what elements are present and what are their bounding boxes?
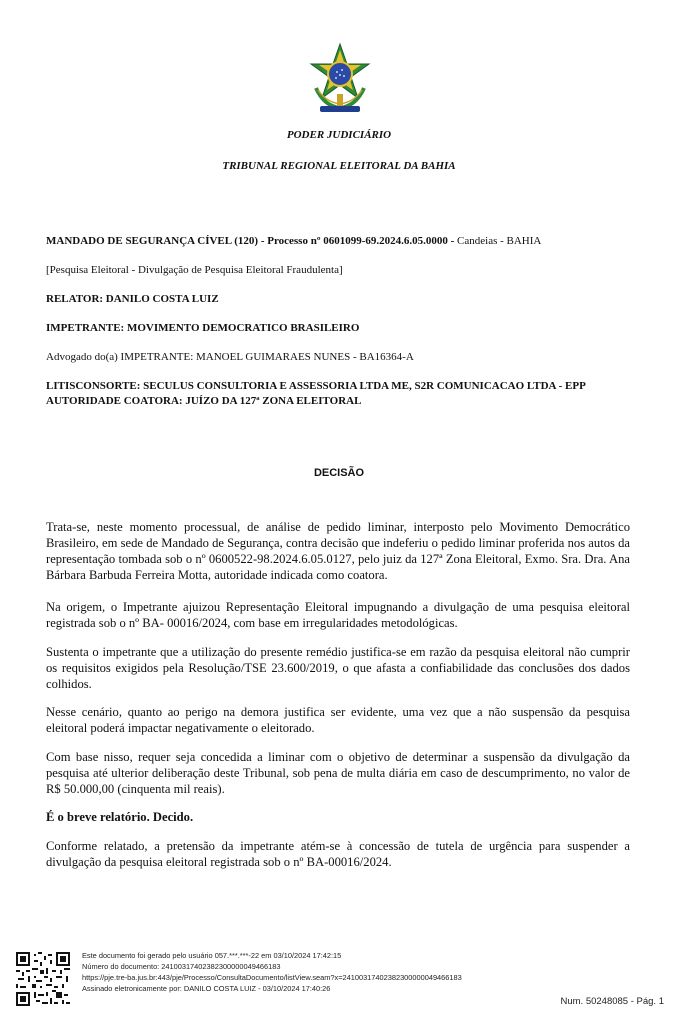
footer-doc-number: Número do documento: 24100317402382300000049466183 bbox=[82, 962, 281, 971]
footer-url[interactable]: https://pje.tre-ba.jus.br:443/pje/Processo/ConsultaDocumento/listView.seam?x=24100317402382300000049466183 bbox=[82, 973, 462, 982]
paragraph-6: É o breve relatório. Decido. bbox=[46, 810, 194, 824]
brazil-coat-of-arms-emblem bbox=[304, 42, 376, 118]
joinder-party: LITISCONSORTE: SECULUS CONSULTORIA E ASSESSORIA LTDA ME, S2R COMUNICACAO LTDA - EPP bbox=[46, 380, 586, 392]
footer-signed: Assinado eletronicamente por: DANILO COSTA LUIZ - 03/10/2024 17:40:26 bbox=[82, 984, 331, 993]
case-location: Candeias - BAHIA bbox=[454, 235, 542, 247]
page-number: Num. 50248085 - Pág. 1 bbox=[560, 996, 664, 1007]
lawyer: Advogado do(a) IMPETRANTE: MANOEL GUIMARAES NUNES - BA16364-A bbox=[46, 351, 414, 363]
decision-title: DECISÃO bbox=[313, 467, 365, 479]
paragraph-4: Nesse cenário, quanto ao perigo na demora justifica ser evidente, uma vez que a não suspensão da pesquisa eleitoral poderá impactar negativamente o eleitorado. bbox=[46, 705, 630, 735]
paragraph-5: Com base nisso, requer seja concedida a liminar com o objetivo de determinar a suspensão da divulgação da pesquisa até ulterior deliberação deste Tribunal, sob pena de multa diária em caso de descumprimento, no valor de R$ 50.000,00 (cinquenta mil reais). bbox=[46, 750, 630, 796]
case-class-process: MANDADO DE SEGURANÇA CÍVEL (120) - Processo nº 0601099-69.2024.6.05.0000 - bbox=[46, 235, 455, 247]
footer-generated: Este documento foi gerado pelo usuário 057.***.***-22 em 03/10/2024 17:42:15 bbox=[82, 951, 342, 960]
paragraph-3: Sustenta o impetrante que a utilização do presente remédio justifica-se em razão da pesquisa eleitoral não cumprir os requisitos exigidos pela Resolução/TSE 23.600/2019, o que afasta a confiabilidade das conclusões dos dados colhidos. bbox=[46, 645, 630, 691]
qr-code bbox=[16, 952, 70, 1006]
paragraph-1: Trata-se, neste momento processual, de análise de pedido liminar, interposto pelo Movimento Democrático Brasileiro, em sede de Mandado de Segurança, contra decisão que indeferiu o pedido liminar proferida nos autos da representação tombada sob o nº 0600522-98.2024.6.05.0127, pelo juiz da 127ª Zona Eleitoral, Exmo. Sra. Dra. Ana Bárbara Barbuda Ferreira Motta, autoridade indicada como coatora. bbox=[46, 520, 630, 582]
case-class-line bbox=[46, 234, 638, 248]
rapporteur: RELATOR: DANILO COSTA LUIZ bbox=[46, 293, 219, 305]
court-power-heading: PODER JUDICIÁRIO bbox=[286, 129, 392, 141]
coercing-authority: AUTORIDADE COATORA: JUÍZO DA 127ª ZONA ELEITORAL bbox=[46, 395, 362, 407]
petitioner: IMPETRANTE: MOVIMENTO DEMOCRATICO BRASILEIRO bbox=[46, 322, 360, 334]
paragraph-2: Na origem, o Impetrante ajuizou Representação Eleitoral impugnando a divulgação de uma pesquisa eleitoral registrada sob o nº BA- 00016/2024, com base em irregularidades metodológicas. bbox=[46, 600, 630, 630]
paragraph-7: Conforme relatado, a pretensão da impetrante atém-se à concessão de tutela de urgência para suspender a divulgação da pesquisa eleitoral registrada sob o nº BA-00016/2024. bbox=[46, 839, 630, 869]
case-subject: [Pesquisa Eleitoral - Divulgação de Pesquisa Eleitoral Fraudulenta] bbox=[46, 264, 343, 276]
court-name-heading: TRIBUNAL REGIONAL ELEITORAL DA BAHIA bbox=[222, 160, 456, 172]
